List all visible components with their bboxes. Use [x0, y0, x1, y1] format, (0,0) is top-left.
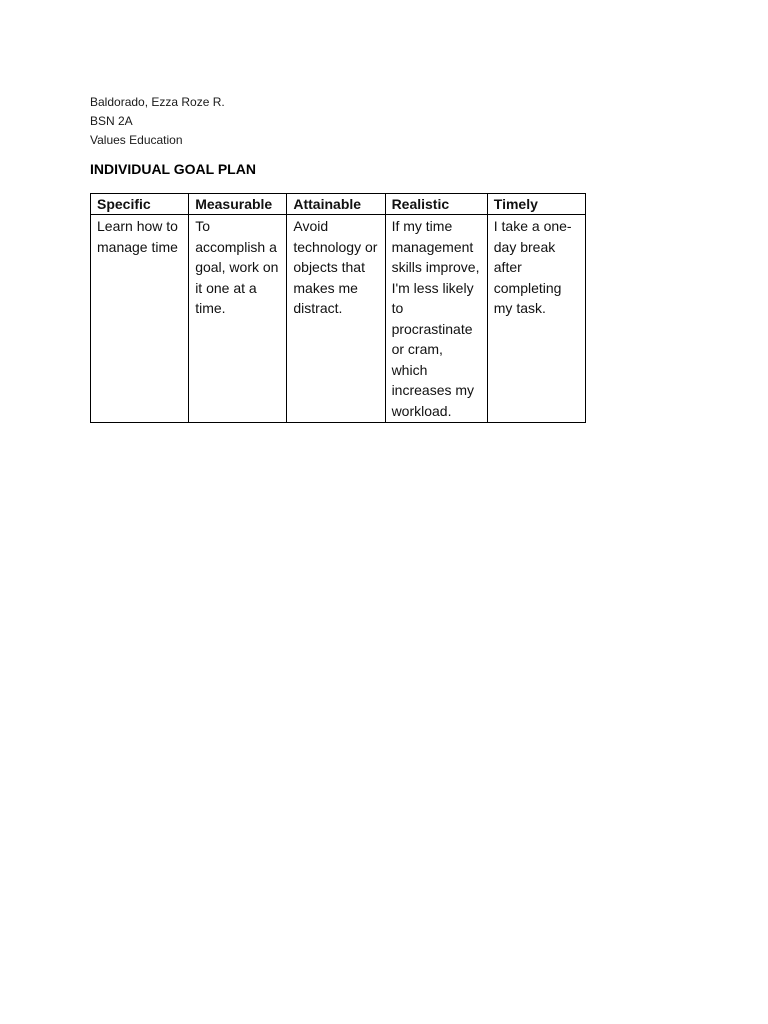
student-name: Baldorado, Ezza Roze R.	[90, 95, 225, 109]
table-row	[91, 215, 586, 423]
column-header-specific: Specific	[91, 194, 189, 215]
cell-realistic: If my time management skills improve, I'm less likely to procrastinate or cram, which increases my workload.	[385, 215, 487, 423]
cell-specific: Learn how to manage time	[91, 215, 189, 423]
subject-name: Values Education	[90, 133, 183, 147]
column-header-realistic: Realistic	[385, 194, 487, 215]
table-header-row	[91, 194, 586, 215]
cell-attainable: Avoid technology or objects that makes me distract.	[287, 215, 385, 423]
student-info	[90, 93, 225, 150]
column-header-timely: Timely	[487, 194, 585, 215]
cell-timely: I take a one-day break after completing my task.	[487, 215, 585, 423]
column-header-measurable: Measurable	[189, 194, 287, 215]
column-header-attainable: Attainable	[287, 194, 385, 215]
goal-plan-table	[90, 193, 586, 423]
student-section: BSN 2A	[90, 114, 133, 128]
document-title: INDIVIDUAL GOAL PLAN	[90, 161, 256, 177]
cell-measurable: To accomplish a goal, work on it one at a time.	[189, 215, 287, 423]
